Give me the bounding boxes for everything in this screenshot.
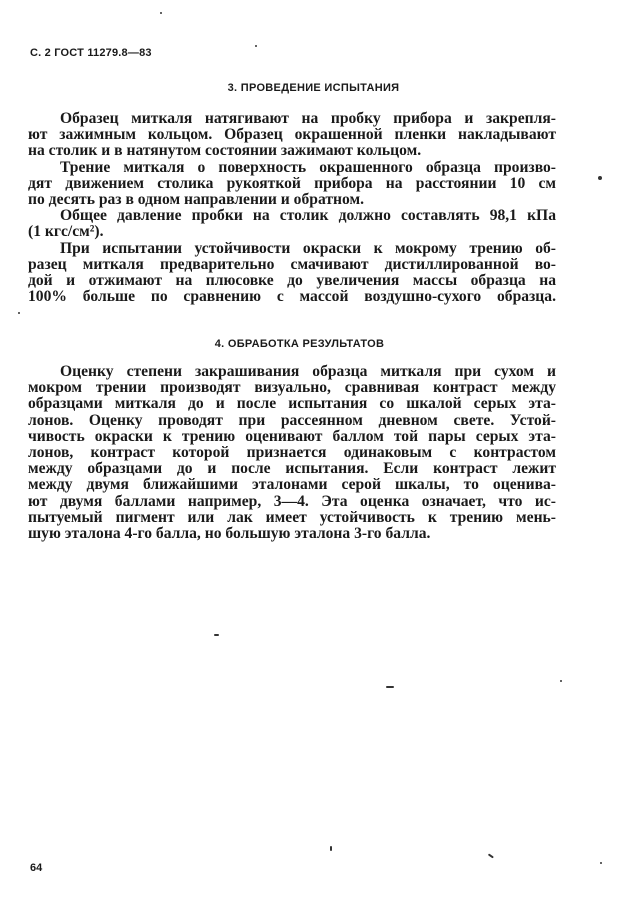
text-line: между образцами до и после испытания. Если контраст лежит <box>28 460 556 478</box>
text-line: между двумя ближайшими эталонами серой шкалы, то оценива- <box>28 476 556 494</box>
page-number: 64 <box>30 862 43 874</box>
scan-speck <box>255 45 257 47</box>
scan-speck <box>18 312 20 314</box>
page-header: С. 2 ГОСТ 11279.8—83 <box>30 47 152 59</box>
scan-speck <box>160 12 162 14</box>
text-line: образцами миткаля до и после испытания со шкалой серых эта- <box>28 395 556 413</box>
text-line: мокром трении производят визуально, сравнивая контраст между <box>28 379 556 397</box>
text-line: чивость окраски к трению оценивают баллом той пары серых эта- <box>28 427 556 445</box>
text-line: Оценку степени закрашивания образца миткаля при сухом и <box>60 363 556 380</box>
text-line: пытуемый пигмент или лак имеет устойчивость к трению мень- <box>28 508 556 526</box>
scan-speck <box>600 862 602 864</box>
text-line: (1 кгс/см²). <box>28 223 104 241</box>
text-line: ют двумя баллами например, 3—4. Эта оценка означает, что ис- <box>28 492 556 510</box>
text-line: дят движением столика рукояткой прибора на расстоянии 10 см <box>28 174 556 192</box>
section-4-title: 4. ОБРАБОТКА РЕЗУЛЬТАТОВ <box>214 338 385 350</box>
scan-speck <box>214 634 219 636</box>
text-line: Общее давление пробки на столик должно составлять 98,1 кПа <box>60 207 556 225</box>
text-line: лонов, контраст которой признается одинаковым с контрастом <box>28 444 556 462</box>
text-line: лонов. Оценку проводят при рассеянном дневном свете. Устой- <box>28 411 556 429</box>
scan-speck <box>330 846 332 851</box>
section-3-text <box>28 111 556 305</box>
text-line: по десять раз в одном направлении и обратном. <box>28 191 365 209</box>
section-4-text <box>28 364 556 542</box>
text-line: Образец миткаля натягивают на пробку прибора и закрепля- <box>60 110 556 127</box>
scan-speck <box>598 176 602 180</box>
section-3-title: 3. ПРОВЕДЕНИЕ ИСПЫТАНИЯ <box>227 82 400 94</box>
scan-speck <box>386 686 394 688</box>
text-line: шую эталона 4-го балла, но большую эталона 3-го балла. <box>28 525 431 543</box>
text-line: дой и отжимают на плюсовке до увеличения массы образца на <box>28 272 556 290</box>
text-line: Трение миткаля о поверхность окрашенного образца произво- <box>60 158 556 176</box>
scan-speck <box>560 680 562 682</box>
text-line: 100% больше по сравнению с массой воздушно-сухого образца. <box>28 288 556 306</box>
scan-speck <box>488 853 494 858</box>
text-line: ют зажимным кольцом. Образец окрашенной пленки накладывают <box>28 126 556 144</box>
text-line: разец миткаля предварительно смачивают дистиллированной во- <box>28 255 556 273</box>
text-line: При испытании устойчивости окраски к мокрому трению об- <box>60 239 556 257</box>
text-line: на столик и в натянутом состоянии зажимают кольцом. <box>28 142 422 160</box>
